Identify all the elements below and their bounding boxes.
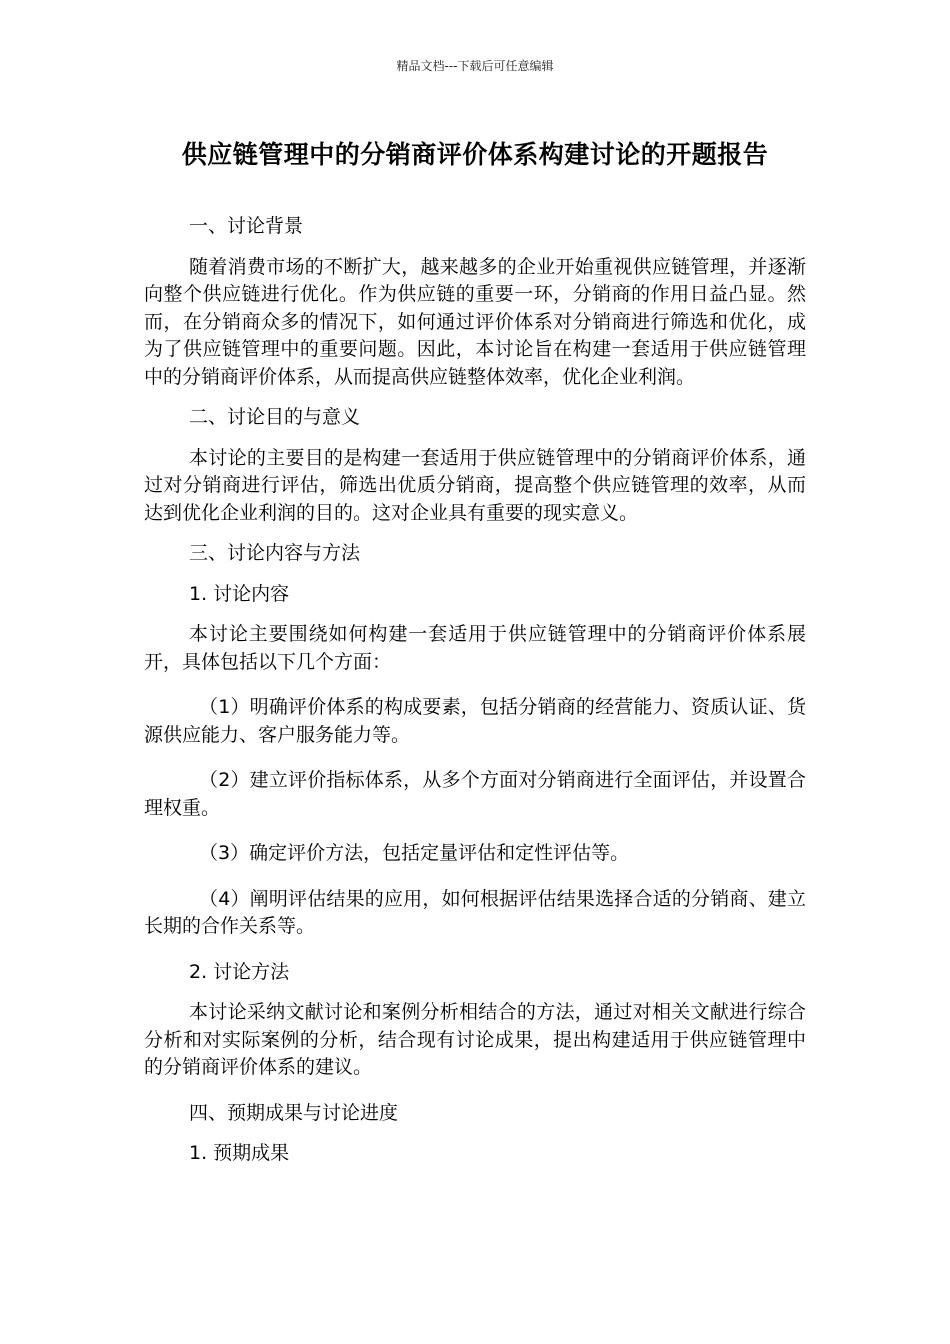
paragraph-purpose: 本讨论的主要目的是构建一套适用于供应链管理中的分销商评价体系，通过对分销商进行评估，筛选出优质分销商，提高整个供应链管理的效率，从而达到优化企业利润的目的。这对企业具有重要的现实意义。 bbox=[144, 446, 806, 524]
page-header: 精品文档---下载后可任意编辑 bbox=[396, 59, 554, 73]
section-heading-content-method: 三、讨论内容与方法 bbox=[189, 542, 361, 564]
subheading-content: 1. 讨论内容 bbox=[189, 582, 290, 605]
subheading-expected-results: 1. 预期成果 bbox=[189, 1142, 290, 1164]
document-body bbox=[144, 213, 806, 1168]
paragraph-method: 本讨论采纳文献讨论和案例分析相结合的方法，通过对相关文献进行综合分析和对实际案例的分析，结合现有讨论成果，提出构建适用于供应链管理中的分销商评价体系的建议。 bbox=[144, 1001, 806, 1078]
paragraph-content: 本讨论主要围绕如何构建一套适用于供应链管理中的分销商评价体系展开，具体包括以下几个方面： bbox=[144, 623, 806, 673]
subheading-method: 2. 讨论方法 bbox=[189, 960, 290, 983]
list-item-2: （2）建立评价指标体系，从多个方面对分销商进行全面评估，并设置合理权重。 bbox=[144, 769, 806, 819]
list-item-3: （3）确定评价方法，包括定量评估和定性评估等。 bbox=[199, 842, 630, 864]
list-item-1: （1）明确评价体系的构成要素，包括分销商的经营能力、资质认证、货源供应能力、客户服务能力等。 bbox=[144, 696, 806, 746]
document-title: 供应链管理中的分销商评价体系构建讨论的开题报告 bbox=[181, 140, 769, 169]
section-heading-background: 一、讨论背景 bbox=[189, 215, 304, 237]
list-item-4: （4）阐明评估结果的应用，如何根据评估结果选择合适的分销商、建立长期的合作关系等。 bbox=[144, 887, 806, 937]
section-heading-purpose: 二、讨论目的与意义 bbox=[189, 406, 361, 428]
section-heading-outcomes: 四、预期成果与讨论进度 bbox=[189, 1101, 399, 1124]
paragraph-background: 随着消费市场的不断扩大，越来越多的企业开始重视供应链管理，并逐渐向整个供应链进行优化。作为供应链的重要一环，分销商的作用日益凸显。然而，在分销商众多的情况下，如何通过评价体系对分销商进行筛选和优化，成为了供应链管理中的重要问题。因此，本讨论旨在构建一套适用于供应链管理中的分销商评价体系，从而提高供应链整体效率，优化企业利润。 bbox=[144, 255, 806, 388]
